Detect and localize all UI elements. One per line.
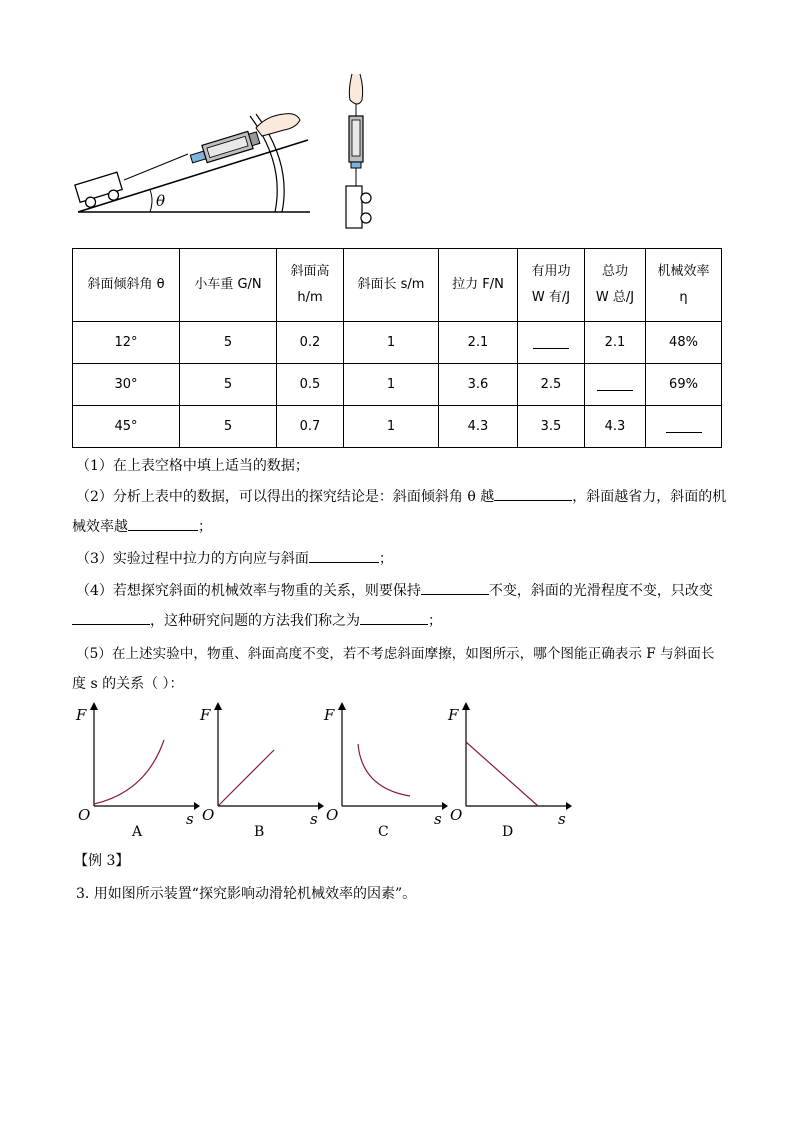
cell: 69% <box>646 364 722 406</box>
graph-d <box>442 700 572 840</box>
example-label: 【例 3】 <box>74 853 130 869</box>
cell: 2.1 <box>585 322 646 364</box>
cell: 5 <box>180 406 277 448</box>
cell: 4.3 <box>585 406 646 448</box>
cell: 3.5 <box>518 406 585 448</box>
graph-b-x-label: s <box>310 810 318 828</box>
graph-b-y-label: F <box>200 706 211 724</box>
graph-a <box>70 700 200 840</box>
question-1: （1）在上表空格中填上适当的数据； <box>76 458 309 474</box>
answer-blank[interactable] <box>360 610 428 625</box>
graph-c-curve <box>358 744 410 796</box>
graph-b-line <box>218 750 274 806</box>
question-5-line-1: （5）在上述实验中，物重、斜面高度不变，若不考虑斜面摩擦，如图所示，哪个图能正确表示 F 与斜面长 <box>76 646 715 662</box>
hanging-scale <box>346 74 371 228</box>
graph-d-y-label: F <box>448 706 459 724</box>
header-angle: 斜面倾斜角 θ <box>73 249 180 322</box>
q4-text: ，这种研究问题的方法我们称之为 <box>150 613 360 629</box>
cell: 0.7 <box>277 406 344 448</box>
graph-a-y-label: F <box>76 706 87 724</box>
cell: 12° <box>73 322 180 364</box>
graph-d-x-label: s <box>558 810 566 828</box>
cell: 0.2 <box>277 322 344 364</box>
graph-d-letter: D <box>502 824 514 840</box>
answer-blank[interactable] <box>494 486 572 501</box>
answer-blank[interactable] <box>309 548 379 563</box>
q2-text: ； <box>198 519 212 535</box>
cell: 4.3 <box>439 406 518 448</box>
answer-blank[interactable] <box>421 580 489 595</box>
blank-cell[interactable] <box>646 406 722 448</box>
header-useful-work: 有用功 W 有/J <box>518 249 585 322</box>
graph-c-x-label: s <box>434 810 442 828</box>
example-text: 3. 用如图所示装置“探究影响动滑轮机械效率的因素”。 <box>76 886 417 902</box>
q4-text: 不变，斜面的光滑程度不变，只改变 <box>488 583 713 599</box>
q2-text: ，斜面越省力，斜面的机 <box>572 489 727 505</box>
q4-text: ； <box>428 613 442 629</box>
graph-a-origin: O <box>78 806 91 824</box>
apparatus-figure <box>70 68 390 238</box>
cell: 45° <box>73 406 180 448</box>
header-efficiency: 机械效率 η <box>646 249 722 322</box>
cell: 30° <box>73 364 180 406</box>
answer-blank[interactable] <box>597 378 633 391</box>
blank-cell[interactable] <box>585 364 646 406</box>
graph-c <box>318 700 448 840</box>
question-4-line-2 <box>72 610 442 631</box>
graph-b-letter: B <box>254 824 265 840</box>
cell: 0.5 <box>277 364 344 406</box>
question-2-line-2 <box>72 516 212 537</box>
graph-a-letter: A <box>132 824 143 840</box>
spring-scale-incline <box>189 129 261 167</box>
graph-b-origin: O <box>202 806 215 824</box>
graph-a-x-label: s <box>186 810 194 828</box>
question-2-line-1 <box>76 486 726 507</box>
cell: 5 <box>180 322 277 364</box>
table-row <box>73 364 722 406</box>
cell: 1 <box>344 406 439 448</box>
graph-d-line <box>466 742 538 806</box>
q3-text: （3）实验过程中拉力的方向应与斜面 <box>76 551 309 567</box>
blank-cell[interactable] <box>518 322 585 364</box>
graph-c-letter: C <box>378 824 389 840</box>
header-height: 斜面高 h/m <box>277 249 344 322</box>
answer-blank[interactable] <box>72 610 150 625</box>
header-force: 拉力 F/N <box>439 249 518 322</box>
question-3 <box>76 548 393 569</box>
cell: 2.1 <box>439 322 518 364</box>
header-weight: 小车重 G/N <box>180 249 277 322</box>
answer-blank[interactable] <box>666 420 702 433</box>
graph-a-curve <box>94 740 164 804</box>
q4-text: （4）若想探究斜面的机械效率与物重的关系，则要保持 <box>76 583 421 599</box>
table-row <box>73 406 722 448</box>
cart-on-incline <box>75 172 125 210</box>
header-length: 斜面长 s/m <box>344 249 439 322</box>
cell: 3.6 <box>439 364 518 406</box>
answer-blank[interactable] <box>128 516 198 531</box>
graph-c-y-label: F <box>324 706 335 724</box>
theta-label: θ <box>156 192 166 210</box>
cell: 48% <box>646 322 722 364</box>
answer-blank[interactable] <box>533 336 569 349</box>
q2-text: （2）分析上表中的数据，可以得出的探究结论是：斜面倾斜角 θ 越 <box>76 489 495 505</box>
question-5-line-2: 度 s 的关系（ ）： <box>72 676 184 692</box>
cell: 5 <box>180 364 277 406</box>
cell: 1 <box>344 364 439 406</box>
table-row <box>73 322 722 364</box>
graph-c-origin: O <box>326 806 339 824</box>
header-total-work: 总功 W 总/J <box>585 249 646 322</box>
question-4-line-1 <box>76 580 713 601</box>
table-header-row <box>73 249 722 322</box>
graph-d-origin: O <box>450 806 463 824</box>
q2-text: 械效率越 <box>72 519 128 535</box>
cell: 2.5 <box>518 364 585 406</box>
q3-text: ； <box>378 551 393 567</box>
graph-b <box>194 700 324 840</box>
data-table <box>72 248 722 448</box>
cell: 1 <box>344 322 439 364</box>
